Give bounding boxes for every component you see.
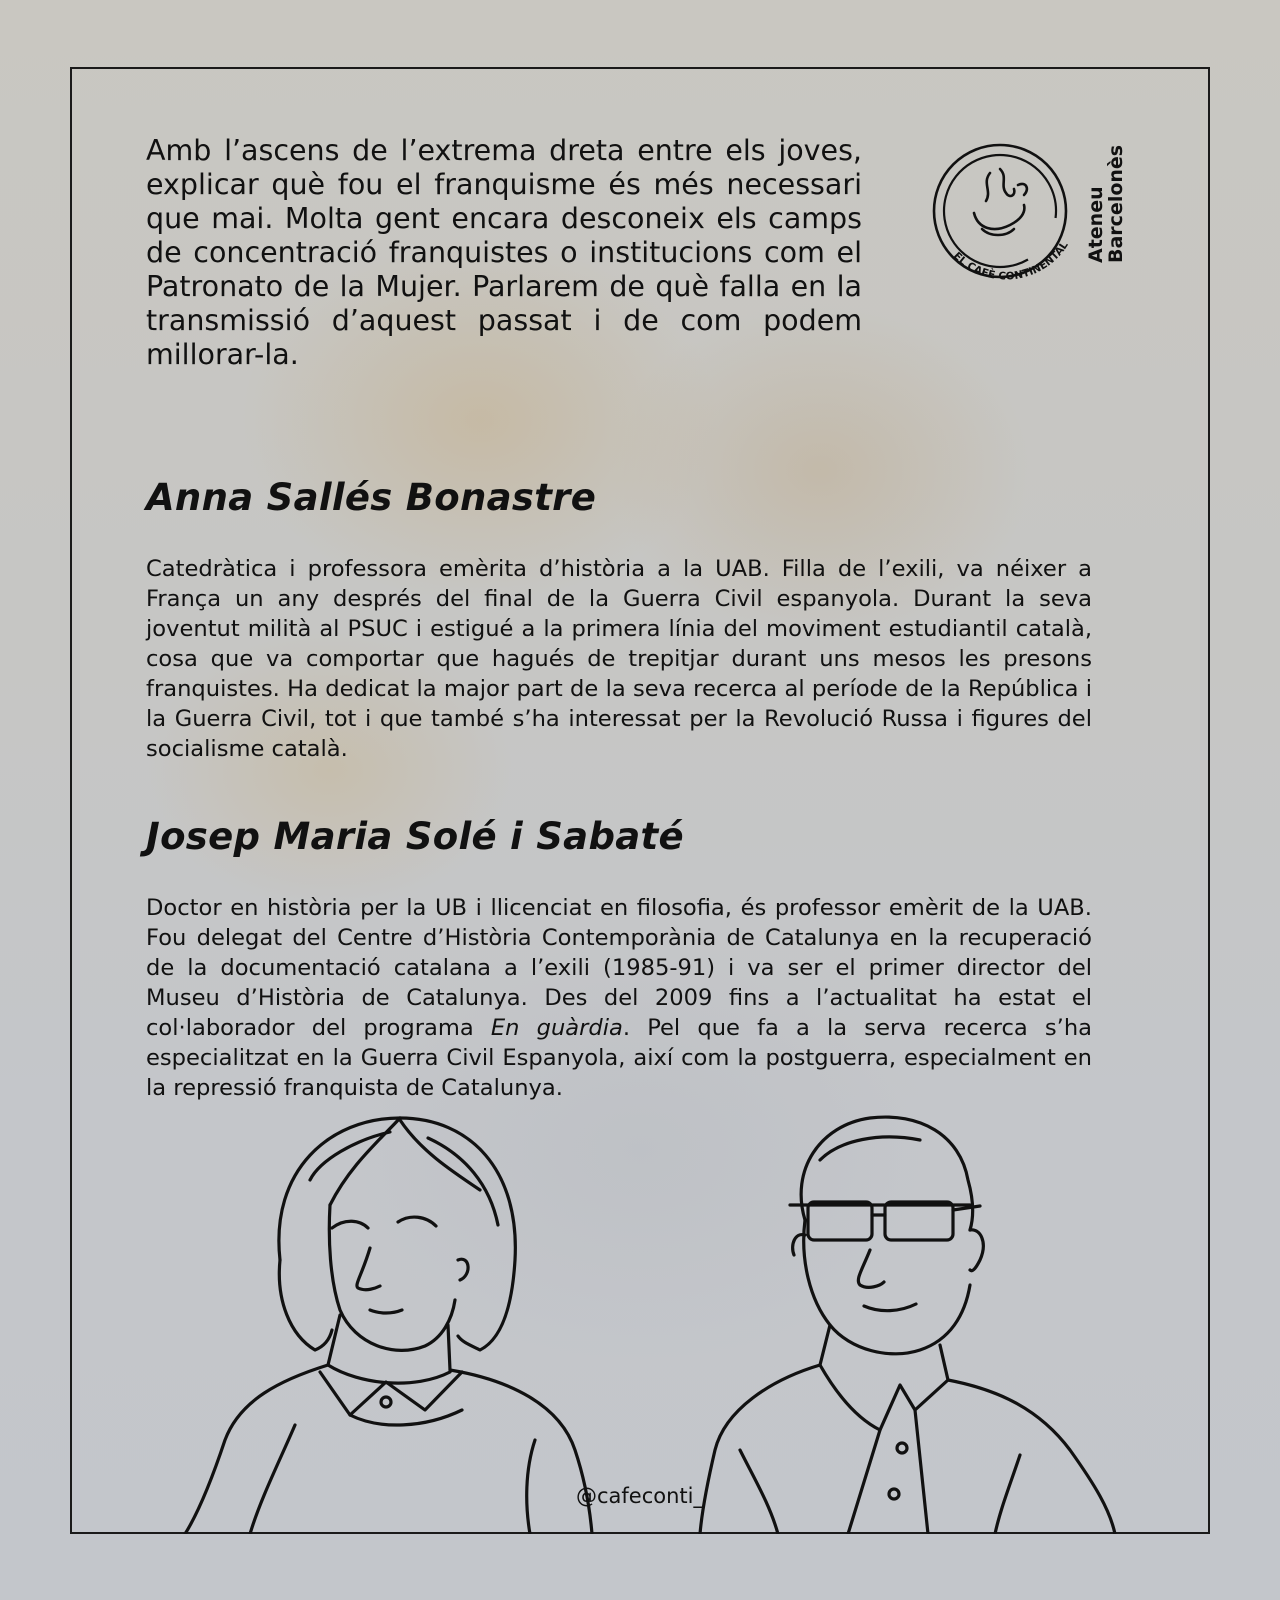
- bio-text-part1: Doctor en història per la UB i llicenciat en filosofia, és professor emèrit de la UAB. Fou delegat del Centre d’Història Contemporània de Catalunya en la recuperació de la documentació catalana a l’exili (1985-91) i va ser el primer director del Museu d’Història de Catalunya. Des del 2009 fins a l’actualitat ha estat el col·laborador del programa: [146, 895, 1092, 1041]
- speaker-bio-anna: Catedràtica i professora emèrita d’història a la UAB. Filla de l’exili, va néixer a França un any després del final de la Guerra Civil espanyola. Durant la seva joventut milità al PSUC i estigué a la primera línia del moviment estudiantil català, cosa que va comportar que hagués de trepitjar durant uns mesos les presons franquistes. Ha dedicat la major part de la seva recerca al període de la República i la Guerra Civil, tot i que també s’ha interessat per la Revolució Russa i figures del socialisme català.: [146, 556, 1092, 762]
- woman-portrait: [185, 1118, 592, 1534]
- ateneu-barcelones-logo: [1080, 133, 1130, 273]
- program-title: En guàrdia: [490, 1015, 623, 1041]
- social-handle: @cafeconti_: [576, 1484, 704, 1508]
- logos: [930, 133, 1150, 283]
- intro-paragraph: Amb l’ascens de l’extrema dreta entre els joves, explicar què fou el franquisme és més necessari que mai. Molta gent encara desconeix els camps de concentració franquistes o institucions com el Patronato de la Mujer. Parlarem de què falla en la transmissió d’aquest passat i de com podem millorar-la.: [146, 134, 862, 371]
- speaker-name-anna: Anna Sallés Bonastre: [146, 476, 597, 519]
- ateneu-label: Ateneu: [1085, 186, 1107, 263]
- portraits-illustration: [180, 1110, 1140, 1534]
- barcelones-label: Barcelonès: [1105, 144, 1127, 263]
- cafe-continental-label: EL CAFÈ CONTINENTAL: [950, 239, 1071, 283]
- speaker-bio-josep: [146, 893, 1092, 1103]
- speaker-name-josep: Josep Maria Solé i Sabaté: [146, 815, 684, 858]
- bio-text-part2: . Pel que fa a la serva recerca s’ha especialitzat en la Guerra Civil Espanyola, així com la postguerra, especialment en la repressió franquista de Catalunya.: [146, 1015, 1092, 1101]
- man-portrait: [700, 1117, 1115, 1534]
